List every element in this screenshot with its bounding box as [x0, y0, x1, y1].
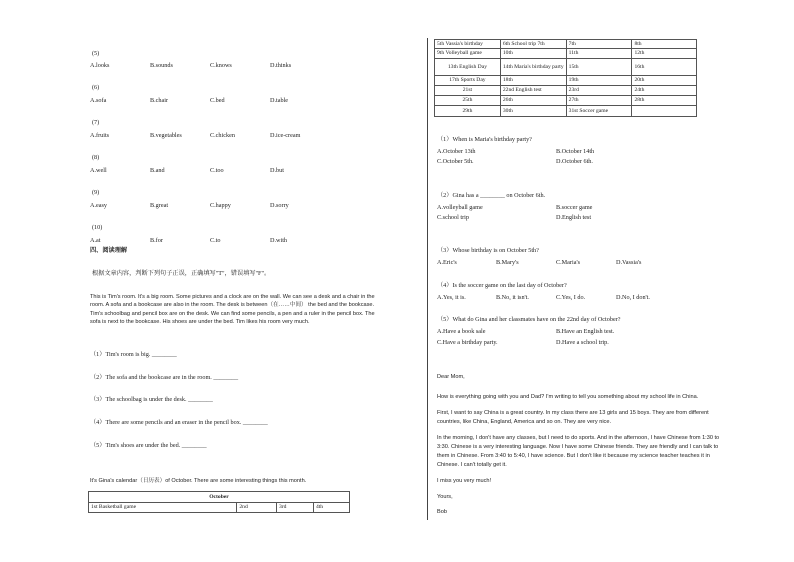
calendar-cell: 16th: [632, 59, 697, 76]
option: C.school trip: [437, 214, 469, 221]
tf-question: （5）Tim's shoes are under the bed. ________: [90, 442, 207, 449]
section-instruction: 根据文章内容，判断下列句子正误，正确填写"T"，错误填写"F"。: [92, 270, 271, 277]
option: A.well: [90, 167, 107, 174]
letter-line: I miss you very much!: [437, 478, 492, 484]
letter-line: countries, like China, England, America and so on. They are very nice.: [437, 419, 612, 425]
letter-signature: Bob: [437, 509, 447, 515]
calendar-cell: 13th English Day: [435, 59, 501, 76]
option: B.Have an English test.: [556, 328, 615, 335]
calendar-table-left: [88, 491, 350, 513]
calendar-cell: 23rd: [566, 86, 632, 96]
calendar-cell: 19th: [566, 76, 632, 86]
rq-stem: （2）Gina has a ________ on October 6th.: [437, 192, 546, 199]
letter-greeting: Dear Mom,: [437, 374, 465, 380]
option: C.chicken: [210, 132, 235, 139]
option: D.sorry: [270, 202, 289, 209]
option: A.volleyball game: [437, 204, 483, 211]
option: B.chair: [150, 97, 169, 104]
option: D.with: [270, 237, 288, 244]
passage-line: Tim's schoolbag and pencil box are on the desk. We can find some pencils, a pen and a ruler in the pencil box. The: [90, 310, 375, 317]
calendar-cell: 15th: [566, 59, 632, 76]
calendar-cell: 9th Volleyball game: [435, 49, 501, 59]
option: D.Have a school trip.: [556, 339, 609, 346]
calendar-cell: 7th: [566, 40, 632, 49]
option: A.Have a book sale: [437, 328, 486, 335]
letter-line: them in Chinese. From 3:40 to 5:40, I have science. But I don't like it because my science teacher teaches it in: [437, 453, 710, 459]
column-divider: [427, 38, 428, 520]
option: C.knows: [210, 62, 232, 69]
calendar-table-right: [434, 39, 697, 117]
option: C.bed: [210, 97, 225, 104]
passage-line: sofa is next to the bookcase. His shoes are under the bed. Tim likes his room very much.: [90, 318, 310, 325]
option: A.Yes, it is.: [437, 294, 466, 301]
calendar-cell: 22nd English test: [500, 86, 566, 96]
calendar-cell: 3rd: [277, 502, 314, 513]
calendar-cell: 26th: [500, 96, 566, 106]
option: D.Vassia's: [616, 259, 642, 266]
option: D.No, I don't.: [616, 294, 650, 301]
option: A.Eric's: [437, 259, 457, 266]
calendar-cell: 14th Maria's birthday party: [500, 59, 566, 76]
option: A.easy: [90, 202, 108, 209]
option: C.happy: [210, 202, 231, 209]
rq-stem: （3）Whose birthday is on October 5th?: [437, 247, 539, 254]
tf-question: （1）Tim's room is big. ________: [90, 351, 177, 358]
calendar-cell: 17th Sports Day: [435, 76, 501, 86]
option: B.for: [150, 237, 163, 244]
question-number: (9): [92, 189, 100, 196]
calendar-cell: 1st Basketball game: [89, 502, 237, 513]
option: B.No, it isn't.: [496, 294, 529, 301]
calendar-cell: 2nd: [237, 502, 277, 513]
option: B.sounds: [150, 62, 173, 69]
option: B.great: [150, 202, 169, 209]
calendar-cell: 6th School trip 7th: [500, 40, 566, 49]
option: C.Maria's: [556, 259, 580, 266]
tf-question: （3）The schoolbag is under the desk. ________: [90, 396, 213, 403]
calendar-cell: [632, 106, 697, 117]
calendar-cell: 20th: [632, 76, 697, 86]
rq-stem: （4）Is the soccer game on the last day of October?: [437, 282, 567, 289]
calendar-cell: 30th: [500, 106, 566, 117]
letter-line: 3:30. Chinese is a very interesting language. Now I have some Chinese friends. They are friendly and I can talk to: [437, 444, 719, 450]
calendar-cell: 21st: [435, 86, 501, 96]
option: D.thinks: [270, 62, 292, 69]
calendar-cell: 29th: [435, 106, 501, 117]
option: C.to: [210, 237, 221, 244]
option: C.Have a birthday party.: [437, 339, 498, 346]
letter-line: First, I want to say China is a great country. In my class there are 13 girls and 15 boys. They are from different: [437, 410, 709, 416]
rq-stem: （5）What do Gina and her classmates have on the 22nd day of October?: [437, 316, 621, 323]
option: D.English test: [556, 214, 592, 221]
question-number: (6): [92, 84, 100, 91]
calendar-cell: 28th: [632, 96, 697, 106]
question-number: (7): [92, 119, 100, 126]
calendar-cell: 25th: [435, 96, 501, 106]
option: A.fruits: [90, 132, 110, 139]
section-title: 四、阅读理解: [90, 247, 128, 254]
calendar-cell: 4th: [313, 502, 349, 513]
rq-stem: （1）When is Maria's birthday party?: [437, 136, 532, 143]
passage-line: room. A sofa and a bookcase are also in the room. The desk is between（在……中间） the bed and the bookcase.: [90, 302, 375, 309]
letter-line: Yours,: [437, 494, 453, 500]
option: B.October 14th: [556, 148, 595, 155]
option: D.ice-cream: [270, 132, 301, 139]
reading-passage: [90, 293, 375, 326]
letter-line: Chinese. I can't totally get it.: [437, 462, 507, 468]
tf-question: （4）There are some pencils and an eraser in the pencil box. ________: [90, 419, 268, 426]
option: D.table: [270, 97, 289, 104]
option: C.Yes, I do.: [556, 294, 586, 301]
option: B.and: [150, 167, 165, 174]
calendar-cell: 18th: [500, 76, 566, 86]
option: C.too: [210, 167, 224, 174]
tf-question: （2）The sofa and the bookcase are in the room. ________: [90, 374, 239, 381]
calendar-header: October: [89, 492, 350, 503]
option: A.looks: [90, 62, 110, 69]
letter-line: In the morning, I don't have any classes, but I need to do sports. And in the afternoon, I have Chinese from 1:30 to: [437, 435, 720, 441]
option: D.October 6th.: [556, 158, 593, 165]
calendar-cell: 11th: [566, 49, 632, 59]
option: A.at: [90, 237, 101, 244]
calendar-cell: 24th: [632, 86, 697, 96]
option: D.but: [270, 167, 284, 174]
question-number: (5): [92, 50, 100, 57]
calendar-cell: 10th: [500, 49, 566, 59]
calendar-cell: 8th: [632, 40, 697, 49]
option: C.October 5th.: [437, 158, 474, 165]
option: B.vegetables: [150, 132, 182, 139]
calendar-intro: It's Gina's calendar（日历表）of October. There are some interesting things this month.: [90, 478, 307, 484]
calendar-cell: 5th Vassia's birthday: [435, 40, 501, 49]
question-number: (8): [92, 154, 100, 161]
passage-line: This is Tim's room. It's a big room. Some pictures and a clock are on the wall. We can see a desk and a chair in the: [90, 294, 375, 300]
question-number: (10): [92, 224, 103, 231]
option: B.Mary's: [496, 259, 519, 266]
letter-line: How is everything going with you and Dad? I'm writing to tell you something about my school life in China.: [437, 394, 699, 400]
calendar-cell: 31st Soccer game: [566, 106, 632, 117]
option: B.soccer game: [556, 204, 593, 211]
calendar-cell: 12th: [632, 49, 697, 59]
option: A.sofa: [90, 97, 107, 104]
calendar-cell: 27th: [566, 96, 632, 106]
option: A.October 13th: [437, 148, 476, 155]
